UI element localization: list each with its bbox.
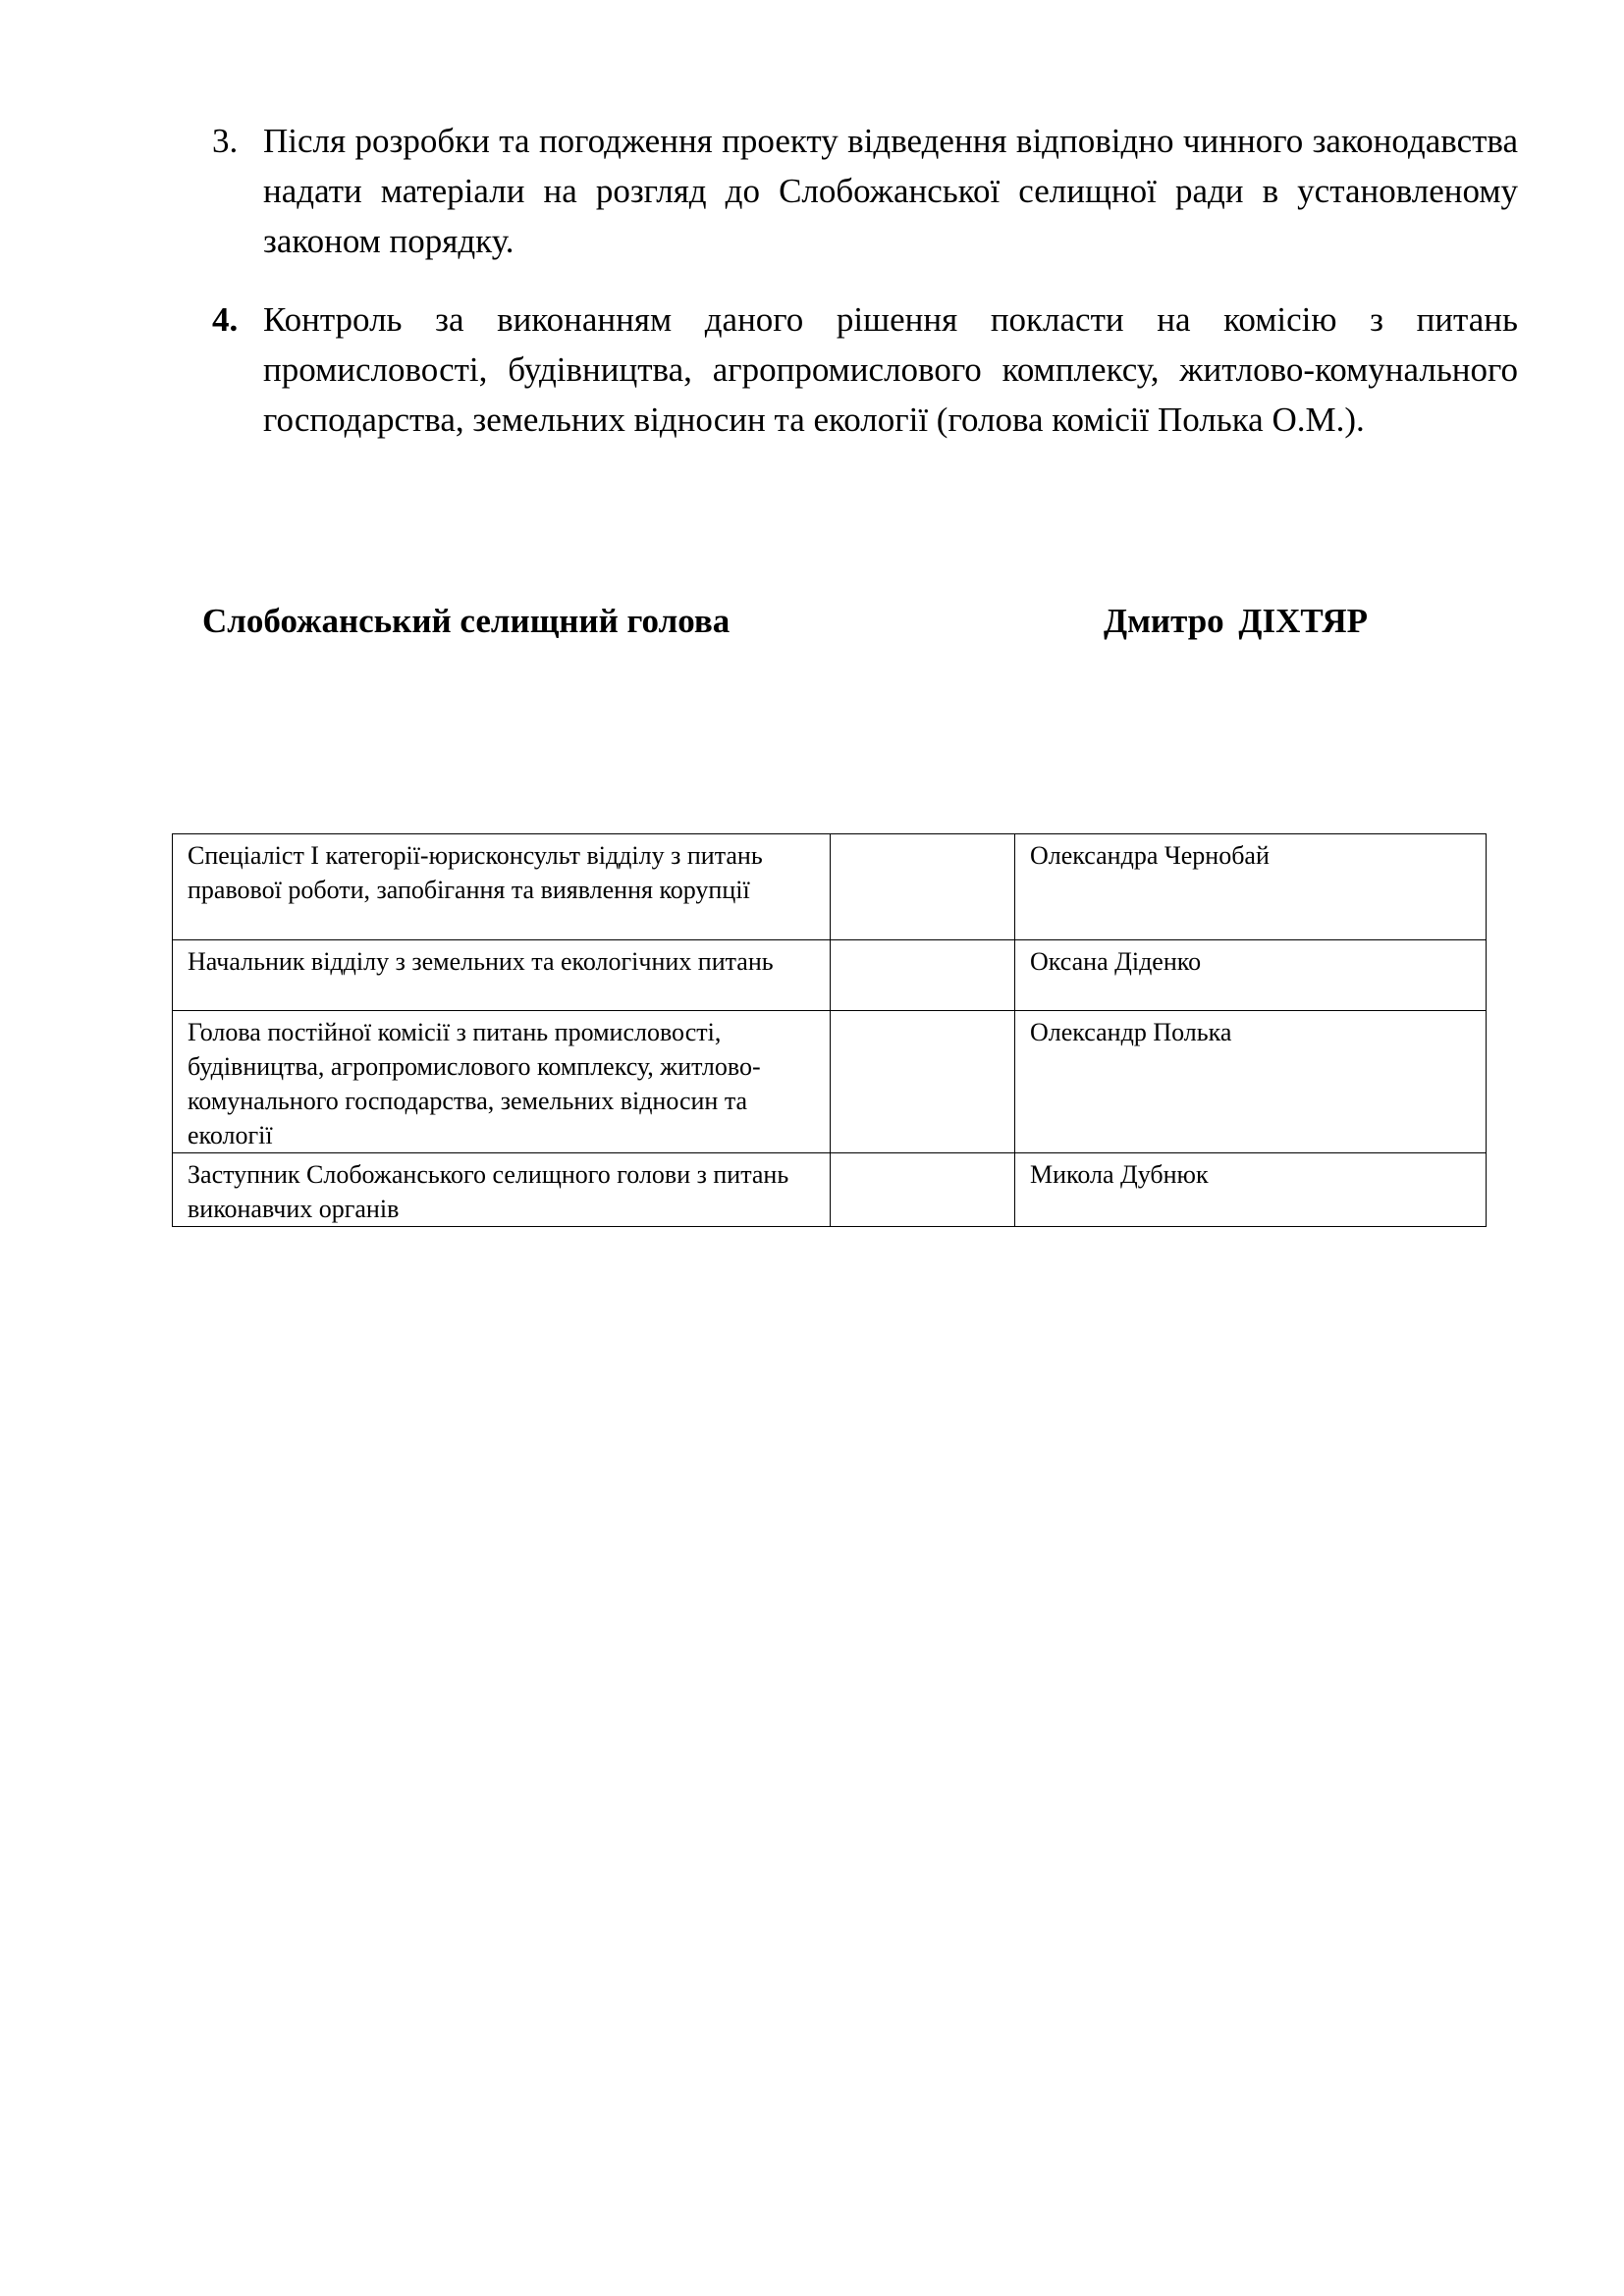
approver-name: Оксана Діденко: [1015, 940, 1487, 1011]
approver-signature-cell: [831, 834, 1015, 940]
approver-name: Олександр Полька: [1015, 1011, 1487, 1153]
list-item-3: [212, 116, 1518, 266]
list-item-text: Контроль за виконанням даного рішення покласти на комісію з питань промисловості, будівництва, агропромислового комплексу, житлово-комунального господарства, земельних відносин та екології (голова комісії Полька О.М.).: [263, 300, 1518, 439]
list-item-number: 4.: [212, 300, 239, 339]
approver-name: Олександра Чернобай: [1015, 834, 1487, 940]
approver-signature-cell: [831, 1011, 1015, 1153]
approver-name: Микола Дубнюк: [1015, 1153, 1487, 1227]
approver-signature-cell: [831, 940, 1015, 1011]
signatory-name: Дмитро ДІХТЯР: [1104, 602, 1369, 640]
approval-table: [172, 833, 1487, 1227]
approver-signature-cell: [831, 1153, 1015, 1227]
approver-position: Голова постійної комісії з питань промисловості, будівництва, агропромислового комплексу, житлово-комунального господарства, земельних відносин та екології: [173, 1011, 831, 1153]
approver-position: Заступник Слобожанського селищного голови з питань виконавчих органів: [173, 1153, 831, 1227]
list-item-text: Після розробки та погодження проекту відведення відповідно чинного законодавства надати матеріали на розгляд до Слобожанської селищної ради в установленому законом порядку.: [263, 122, 1518, 260]
approver-position: Спеціаліст І категорії-юрисконсульт відділу з питань правової роботи, запобігання та виявлення корупції: [173, 834, 831, 940]
table-row: [173, 1011, 1487, 1153]
signatory-title: Слобожанський селищний голова: [202, 602, 731, 640]
list-item-4: [212, 294, 1518, 445]
table-row: [173, 1153, 1487, 1227]
table-row: [173, 940, 1487, 1011]
list-item-number: 3.: [212, 122, 239, 160]
table-row: [173, 834, 1487, 940]
approver-position: Начальник відділу з земельних та екологічних питань: [173, 940, 831, 1011]
